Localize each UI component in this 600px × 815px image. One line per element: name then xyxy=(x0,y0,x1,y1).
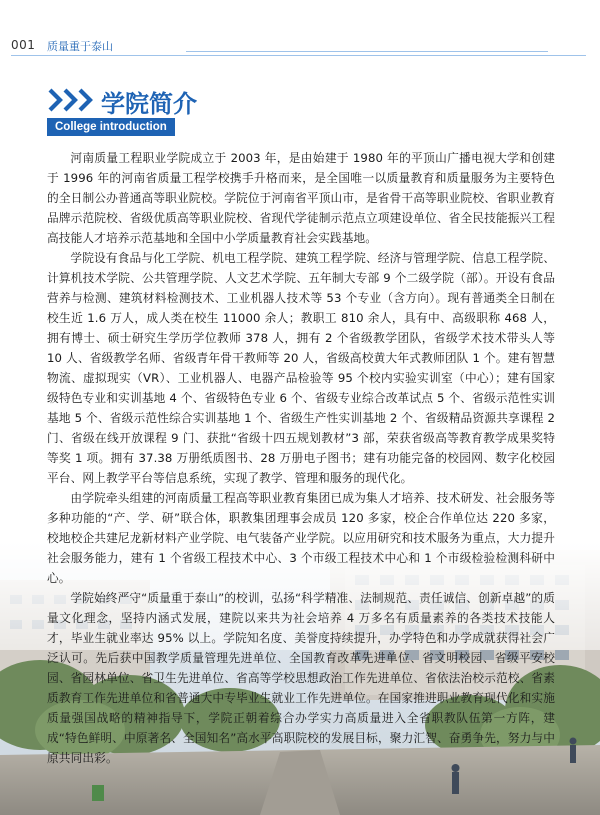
paragraph-4: 学院始终严守“质量重于泰山”的校训，弘扬“科学精准、法制规范、责任诚信、创新卓越”的质量文化理念，坚持内涵式发展，建院以来共为社会培养 4 万多名有质量素养的各类技术技能人才，毕业生就业率达 95% 以上。学院知名度、美誉度持续提升，办学特色和办学成就获得社会广泛认可。先后获中国教学质量管理先进单位、全国教育改革先进单位、省文明校园、省级平安校园、省园林单位、省卫生先进单位、省高等学校思想政治工作先进单位、省依法治校示范校、省素质教育工作先进单位和省普通大中专毕业生就业工作先进单位。在国家推进职业教育现代化和实施质量强国战略的精神指导下，学院正朝着综合办学实力高质量进入全省职教队伍第一方阵，建成“特色鲜明、中原著名、全国知名”高水平高职院校的发展目标，聚力汇智、奋勇争先，努力与中原共同出彩。 xyxy=(47,591,555,765)
section-subtitle: College introduction xyxy=(47,118,175,136)
paragraph-2: 学院设有食品与化工学院、机电工程学院、建筑工程学院、经济与管理学院、信息工程学院、计算机技术学院、公共管理学院、人文艺术学院、五年制大专部 9 个二级学院（部）。开设有食品营养与检测、建筑材料检测技术、工业机器人技术等 53 个专业（含方向）。现有普通类全日制在校生近 1.6 万人，成人类在校生 11000 余人；教职工 810 余人，具有中、高级职称 468 人，拥有博士、硕士研究生学历学位教师 378 人，拥有 2 个省级教学团队，省级学术技术带头人等 10 人、省级教学名师、省级青年骨干教师等 20 人，省级高校黄大年式教师团队 1 个。建有智慧物流、虚拟现实（VR）、工业机器人、电器产品检验等 95 个校内实验实训室（中心）；建有国家级特色专业和实训基地 4 个、省级特色专业 6 个、省级专业综合改革试点 5 个、省级示范性实训基地 5 个、省级示范性综合实训基地 1 个、省级生产性实训基地 2 个、省级精品资源共享课程 2 门、省级在线开放课程 9 门、获批“省级十四五规划教材”3 部，荣获省级高等教育教学成果奖特等奖 1 项。拥有 37.38 万册纸质图书、28 万册电子图书；建有功能完备的校园网、数字化校园平台、网上教学平台等信息系统，实现了教学、管理和服务的现代化。 xyxy=(47,251,555,485)
section-divider xyxy=(186,51,548,52)
page-number: 001 xyxy=(11,38,36,52)
paragraph-1: 河南质量工程职业学院成立于 2003 年，是由始建于 1980 年的平顶山广播电视大学和创建于 1996 年的河南省质量工程学校携手升格而来，是全国唯一以质量教育和质量服务为主要特色的全日制公办普通高等职业院校。学院位于河南省平顶山市，是省骨干高等职业院校、省职业教育品牌示范院校、省级优质高等职业院校、省现代学徒制示范点立项建设单位、省全民技能振兴工程高技能人才培养示范基地和全国中小学质量教育社会实践基地。 xyxy=(47,151,555,245)
section-heading xyxy=(47,84,347,136)
paragraph-3: 由学院牵头组建的河南质量工程高等职业教育集团已成为集人才培养、技术研发、社会服务等多种功能的“产、学、研”联合体，职教集团理事会成员 120 多家，校企合作单位达 220 多家，校地校企共建尼龙新材料产业学院、电气装备产业学院。以应用研究和技术服务为重点，大力提升社会服务能力，建有 1 个省级工程技术中心、3 个市级工程技术中心和 1 个市级检验检测科研中心。 xyxy=(47,491,555,585)
body-text xyxy=(47,148,555,768)
header-title: 质量重于泰山 xyxy=(47,40,113,53)
section-title: 学院简介 xyxy=(101,89,197,118)
page-header xyxy=(0,0,600,58)
header-divider xyxy=(11,55,586,56)
triple-chevron-right-icon xyxy=(47,87,95,113)
